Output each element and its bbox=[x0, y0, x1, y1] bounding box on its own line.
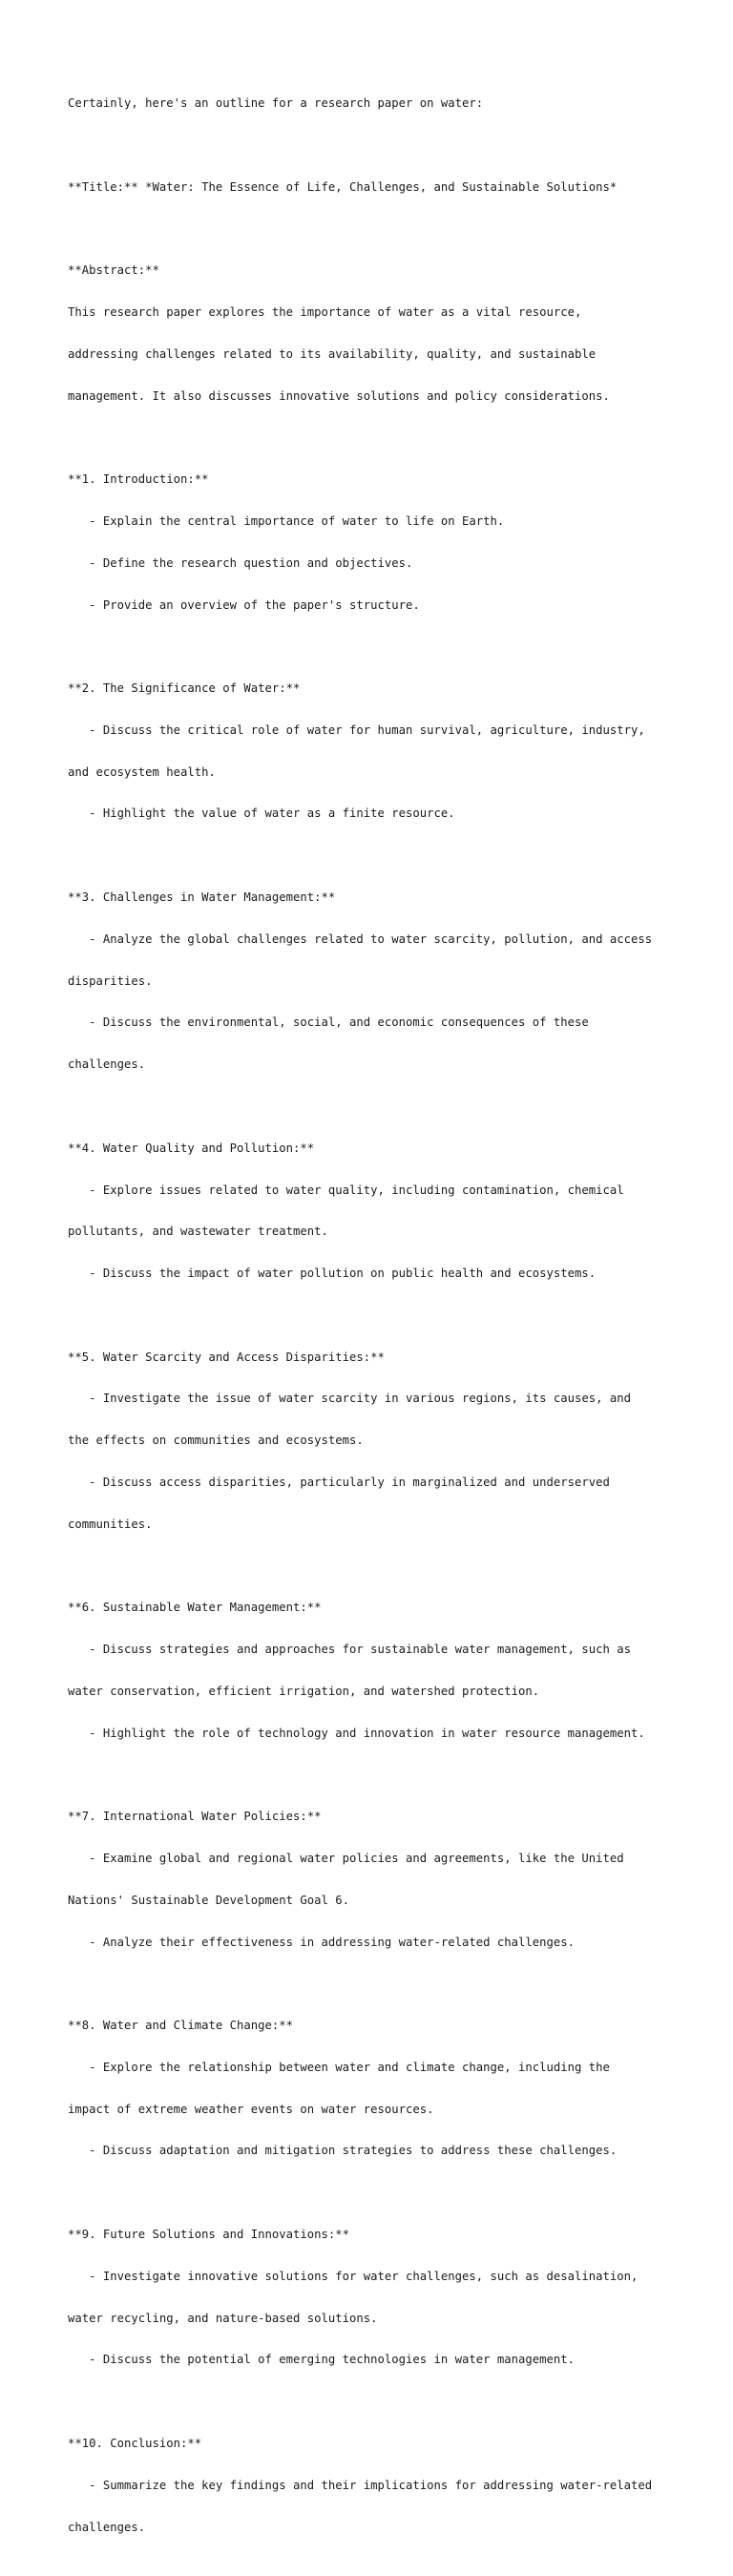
section-international-policies bbox=[68, 1782, 698, 1977]
section-line: - Discuss the impact of water pollution on public health and ecosystems. bbox=[68, 1267, 597, 1281]
intro-paragraph bbox=[68, 69, 698, 138]
section-line: - Discuss access disparities, particularly in marginalized and underserved bbox=[68, 1475, 610, 1489]
section-line: water conservation, efficient irrigation, and watershed protection. bbox=[68, 1684, 540, 1698]
section-line: impact of extreme weather events on water resources. bbox=[68, 2102, 434, 2116]
section-line: - Discuss strategies and approaches for sustainable water management, such as bbox=[68, 1643, 632, 1657]
section-heading: **8. Water and Climate Change:** bbox=[68, 2019, 294, 2033]
section-heading: **10. Conclusion:** bbox=[68, 2436, 202, 2450]
section-heading: **7. International Water Policies:** bbox=[68, 1810, 322, 1824]
section-line: - Explain the central importance of water to life on Earth. bbox=[68, 514, 505, 528]
section-line: - Examine global and regional water policies and agreements, like the United bbox=[68, 1852, 624, 1865]
section-line: - Provide an overview of the paper's structure. bbox=[68, 597, 420, 612]
section-climate-change bbox=[68, 1991, 698, 2186]
section-conclusion bbox=[68, 2409, 698, 2563]
section-line: - Analyze the global challenges related to water scarcity, pollution, and access bbox=[68, 932, 653, 946]
section-line: Nations' Sustainable Development Goal 6. bbox=[68, 1893, 350, 1907]
section-line: - Discuss adaptation and mitigation strategies to address these challenges. bbox=[68, 2144, 618, 2158]
section-heading: **2. The Significance of Water:** bbox=[68, 681, 301, 696]
section-challenges bbox=[68, 863, 698, 1100]
section-line: pollutants, and wastewater treatment. bbox=[68, 1225, 328, 1239]
section-line: communities. bbox=[68, 1517, 153, 1531]
section-line: - Explore issues related to water quality, including contamination, chemical bbox=[68, 1183, 624, 1197]
paper-title: **Title:** *Water: The Essence of Life, Challenges, and Sustainable Solutions* bbox=[68, 179, 618, 194]
section-line: - Discuss the critical role of water for human survival, agriculture, industry, bbox=[68, 723, 645, 737]
section-line: and ecosystem health. bbox=[68, 764, 216, 779]
section-line: - Highlight the value of water as a finite resource. bbox=[68, 806, 455, 821]
section-quality-pollution bbox=[68, 1114, 698, 1309]
section-heading: **5. Water Scarcity and Access Disparities:** bbox=[68, 1350, 385, 1364]
section-line: - Discuss the potential of emerging technologies in water management. bbox=[68, 2353, 576, 2367]
section-line: - Summarize the key findings and their implications for addressing water-related bbox=[68, 2478, 653, 2492]
section-heading: **3. Challenges in Water Management:** bbox=[68, 890, 336, 905]
section-heading: **6. Sustainable Water Management:** bbox=[68, 1601, 322, 1615]
document-body bbox=[68, 69, 698, 2576]
section-introduction bbox=[68, 445, 698, 639]
abstract-line: management. It also discusses innovative solutions and policy considerations. bbox=[68, 388, 610, 403]
title-paragraph bbox=[68, 153, 698, 222]
section-heading: **1. Introduction:** bbox=[68, 472, 209, 487]
section-line: - Analyze their effectiveness in addressing water-related challenges. bbox=[68, 1935, 576, 1949]
section-heading: **4. Water Quality and Pollution:** bbox=[68, 1141, 315, 1155]
section-line: - Define the research question and objectives. bbox=[68, 555, 413, 570]
section-heading: **9. Future Solutions and Innovations:** bbox=[68, 2228, 350, 2242]
abstract-line: addressing challenges related to its availability, quality, and sustainable bbox=[68, 346, 597, 361]
section-line: challenges. bbox=[68, 1058, 146, 1072]
section-line: - Discuss the environmental, social, and economic consequences of these bbox=[68, 1016, 589, 1030]
section-line: - Investigate innovative solutions for water challenges, such as desalination, bbox=[68, 2269, 639, 2283]
abstract-line: This research paper explores the importance of water as a vital resource, bbox=[68, 305, 582, 320]
section-line: challenges. bbox=[68, 2520, 146, 2534]
section-scarcity-access bbox=[68, 1322, 698, 1559]
section-line: - Highlight the role of technology and innovation in water resource management. bbox=[68, 1726, 645, 1740]
intro-text: Certainly, here's an outline for a research paper on water: bbox=[68, 96, 484, 111]
abstract-section bbox=[68, 236, 698, 430]
section-line: water recycling, and nature-based solutions. bbox=[68, 2311, 378, 2325]
section-line: the effects on communities and ecosystems. bbox=[68, 1434, 364, 1448]
section-sustainable-management bbox=[68, 1573, 698, 1768]
section-significance bbox=[68, 654, 698, 848]
section-line: disparities. bbox=[68, 974, 153, 988]
abstract-heading: **Abstract:** bbox=[68, 263, 159, 278]
section-line: - Explore the relationship between water and climate change, including the bbox=[68, 2060, 610, 2074]
section-future-solutions bbox=[68, 2200, 698, 2395]
section-line: - Investigate the issue of water scarcity in various regions, its causes, and bbox=[68, 1392, 632, 1406]
